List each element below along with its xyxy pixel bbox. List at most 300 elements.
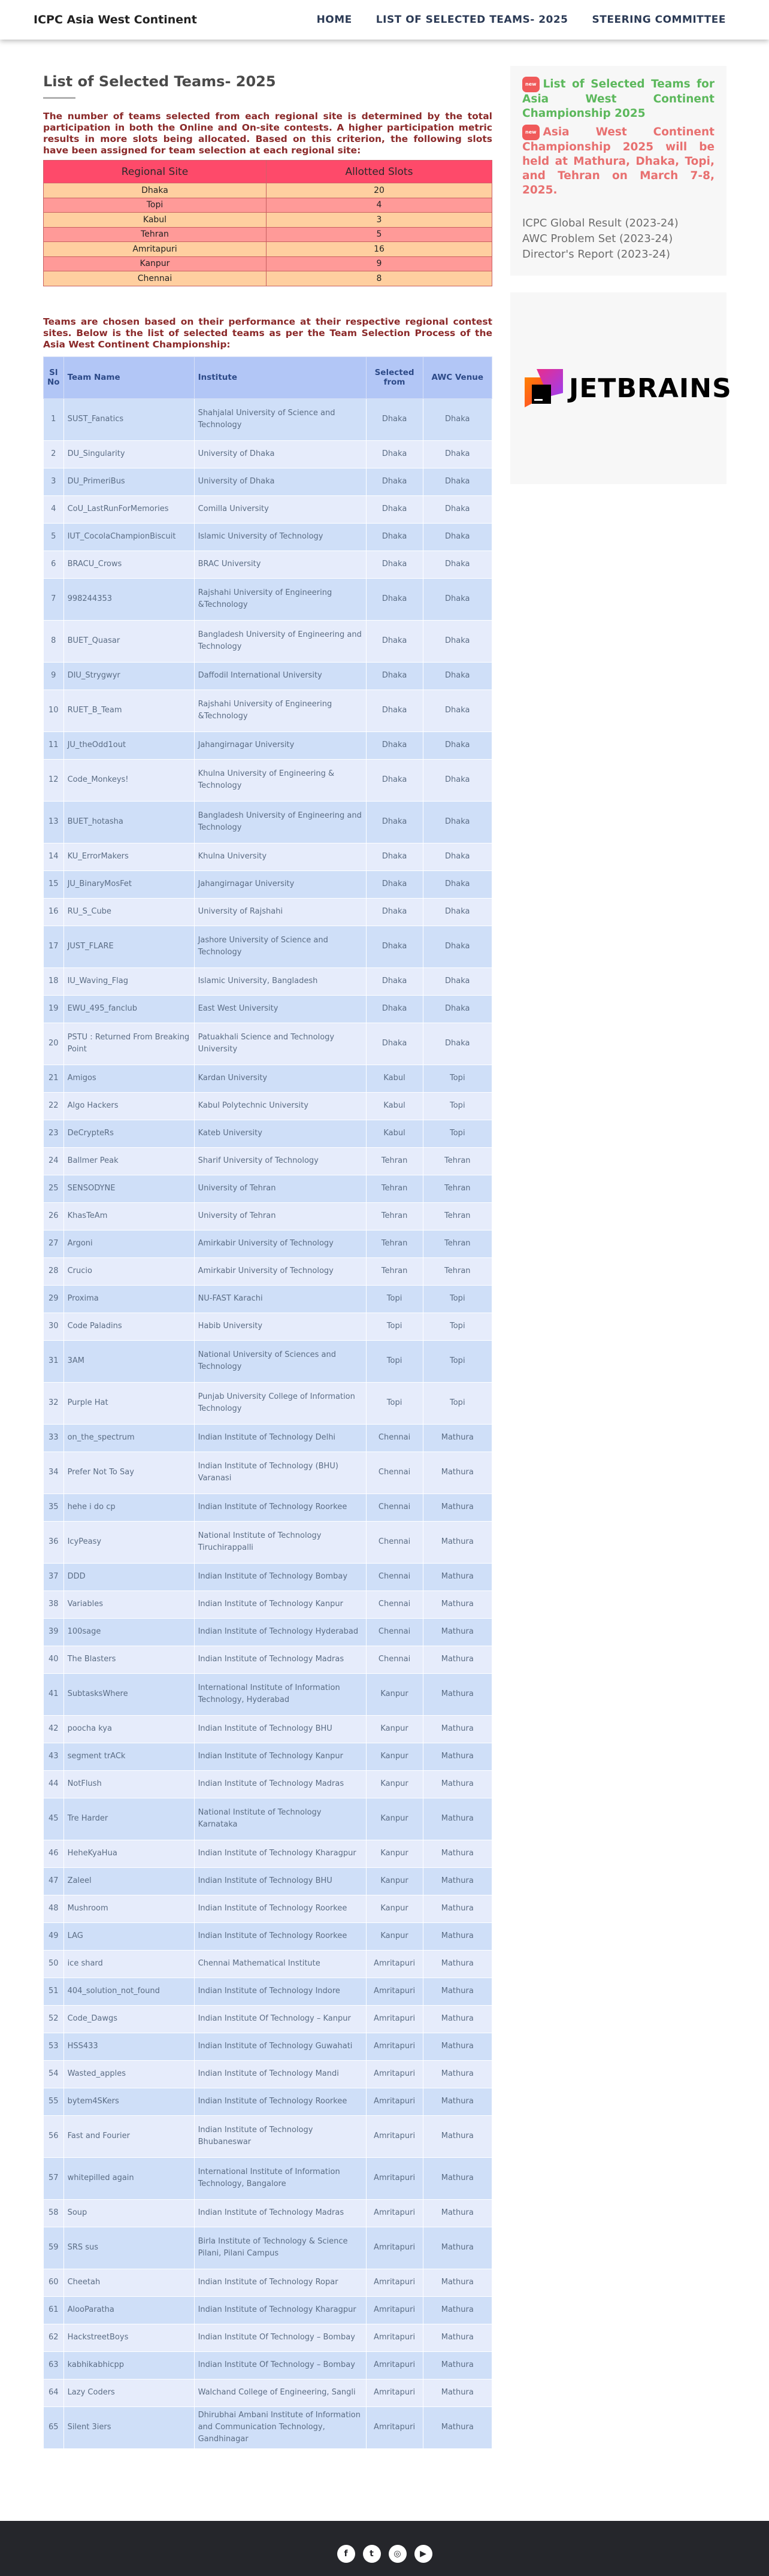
table-row — [44, 1770, 492, 1798]
team-selected-from-cell: Dhaka — [366, 898, 423, 926]
team-institute-cell: Walchand College of Engineering, Sangli — [194, 2379, 366, 2406]
team-institute-cell: Indian Institute of Technology Kanpur — [194, 1743, 366, 1770]
team-sl-cell: 52 — [44, 2005, 64, 2033]
team-venue-cell: Mathura — [423, 1591, 492, 1618]
team-institute-cell: Bangladesh University of Engineering and Technology — [194, 620, 366, 662]
site-header — [0, 0, 769, 40]
team-venue-cell: Mathura — [423, 1521, 492, 1563]
team-sl-cell: 19 — [44, 995, 64, 1023]
team-institute-cell: Indian Institute of Technology (BHU) Varanasi — [194, 1452, 366, 1493]
table-row — [44, 2296, 492, 2324]
team-selected-from-cell: Kabul — [366, 1092, 423, 1120]
team-venue-cell: Mathura — [423, 1424, 492, 1452]
content-container — [0, 40, 769, 2449]
team-institute-cell: International Institute of Information Technology, Bangalore — [194, 2157, 366, 2199]
table-row — [44, 523, 492, 551]
team-institute-cell: Indian Institute of Technology Madras — [194, 1646, 366, 1673]
team-selected-from-cell: Amritapuri — [366, 2157, 423, 2199]
team-sl-cell: 48 — [44, 1895, 64, 1922]
team-name-cell: Algo Hackers — [63, 1092, 194, 1120]
team-sl-cell: 26 — [44, 1202, 64, 1230]
team-sl-cell: 27 — [44, 1230, 64, 1257]
team-venue-cell: Mathura — [423, 1743, 492, 1770]
nav-selected-teams[interactable]: LIST OF SELECTED TEAMS- 2025 — [376, 14, 568, 26]
slots-count-cell: 20 — [266, 183, 492, 198]
team-name-cell: Ballmer Peak — [63, 1147, 194, 1175]
youtube-icon[interactable]: ▶ — [414, 2545, 432, 2563]
team-sl-cell: 9 — [44, 662, 64, 690]
team-name-cell: Silent 3iers — [63, 2406, 194, 2448]
table-row — [44, 843, 492, 870]
team-name-cell: The Blasters — [63, 1646, 194, 1673]
team-venue-cell: Dhaka — [423, 843, 492, 870]
team-institute-cell: Indian Institute of Technology Indore — [194, 1978, 366, 2005]
jetbrains-logo[interactable] — [525, 369, 732, 407]
team-name-cell: JU_BinaryMosFet — [63, 870, 194, 898]
team-selected-from-cell: Topi — [366, 1285, 423, 1313]
team-sl-cell: 31 — [44, 1340, 64, 1382]
table-row — [44, 1922, 492, 1950]
team-institute-cell: Indian Institute of Technology Mandi — [194, 2060, 366, 2088]
site-brand[interactable]: ICPC Asia West Continent — [34, 13, 197, 26]
team-selected-from-cell: Amritapuri — [366, 2269, 423, 2296]
team-selected-from-cell: Amritapuri — [366, 2379, 423, 2406]
team-institute-cell: Indian Institute of Technology Madras — [194, 1770, 366, 1798]
team-name-cell: Wasted_apples — [63, 2060, 194, 2088]
team-venue-cell: Mathura — [423, 2379, 492, 2406]
team-name-cell: Fast and Fourier — [63, 2115, 194, 2157]
table-row — [44, 1092, 492, 1120]
team-selected-from-cell: Kanpur — [366, 1840, 423, 1867]
news-box — [510, 66, 726, 276]
team-venue-cell: Mathura — [423, 1867, 492, 1895]
team-name-cell: Variables — [63, 1591, 194, 1618]
team-venue-cell: Mathura — [423, 1715, 492, 1743]
table-row — [44, 1950, 492, 1978]
team-venue-cell: Mathura — [423, 2406, 492, 2448]
team-sl-cell: 20 — [44, 1023, 64, 1065]
team-institute-cell: National Institute of Technology Tiruchirappalli — [194, 1521, 366, 1563]
title-underline — [43, 97, 75, 99]
table-row — [44, 2115, 492, 2157]
team-sl-cell: 53 — [44, 2033, 64, 2060]
slots-count-cell: 3 — [266, 213, 492, 228]
team-sl-cell: 44 — [44, 1770, 64, 1798]
team-institute-cell: Dhirubhai Ambani Institute of Information and Communication Technology, Gandhinagar — [194, 2406, 366, 2448]
team-institute-cell: Indian Institute of Technology BHU — [194, 1867, 366, 1895]
team-sl-cell: 57 — [44, 2157, 64, 2199]
team-selected-from-cell: Dhaka — [366, 523, 423, 551]
team-sl-cell: 58 — [44, 2199, 64, 2227]
team-venue-cell: Dhaka — [423, 898, 492, 926]
team-name-cell: Cheetah — [63, 2269, 194, 2296]
link-problem-set[interactable]: AWC Problem Set (2023-24) — [522, 232, 673, 245]
team-sl-cell: 24 — [44, 1147, 64, 1175]
team-venue-cell: Mathura — [423, 1978, 492, 2005]
table-row — [44, 620, 492, 662]
twitter-icon[interactable]: t — [363, 2545, 381, 2563]
slots-site-cell: Amritapuri — [44, 242, 267, 257]
team-sl-cell: 14 — [44, 843, 64, 870]
team-sl-cell: 36 — [44, 1521, 64, 1563]
slots-count-cell: 9 — [266, 256, 492, 271]
team-institute-cell: Jashore University of Science and Technology — [194, 926, 366, 967]
table-row — [44, 801, 492, 843]
team-selected-from-cell: Kabul — [366, 1120, 423, 1147]
teams-body — [44, 398, 492, 2448]
team-venue-cell: Tehran — [423, 1257, 492, 1285]
team-venue-cell: Tehran — [423, 1202, 492, 1230]
team-institute-cell: NU-FAST Karachi — [194, 1285, 366, 1313]
team-selected-from-cell: Amritapuri — [366, 2199, 423, 2227]
team-institute-cell: Patuakhali Science and Technology University — [194, 1023, 366, 1065]
team-venue-cell: Dhaka — [423, 731, 492, 759]
team-venue-cell: Mathura — [423, 1673, 492, 1715]
team-institute-cell: Indian Institute of Technology Roorkee — [194, 1493, 366, 1521]
team-selected-from-cell: Tehran — [366, 1257, 423, 1285]
slots-row — [44, 198, 492, 213]
team-venue-cell: Mathura — [423, 1646, 492, 1673]
team-selected-from-cell: Amritapuri — [366, 2060, 423, 2088]
team-name-cell: CoU_LastRunForMemories — [63, 495, 194, 523]
team-venue-cell: Dhaka — [423, 398, 492, 440]
team-selected-from-cell: Dhaka — [366, 995, 423, 1023]
team-institute-cell: Indian Institute of Technology Kanpur — [194, 1591, 366, 1618]
team-name-cell: IUT_CocolaChampionBiscuit — [63, 523, 194, 551]
team-selected-from-cell: Kanpur — [366, 1922, 423, 1950]
table-row — [44, 662, 492, 690]
team-selected-from-cell: Amritapuri — [366, 2033, 423, 2060]
team-venue-cell: Dhaka — [423, 551, 492, 578]
table-row — [44, 2324, 492, 2351]
table-row — [44, 2351, 492, 2379]
team-name-cell: bytem4SKers — [63, 2088, 194, 2115]
link-directors-report[interactable]: Director's Report (2023-24) — [522, 248, 670, 261]
slots-row — [44, 271, 492, 286]
team-selected-from-cell: Kanpur — [366, 1743, 423, 1770]
slots-row — [44, 256, 492, 271]
team-sl-cell: 30 — [44, 1313, 64, 1340]
team-sl-cell: 55 — [44, 2088, 64, 2115]
site-footer — [0, 2521, 769, 2576]
team-sl-cell: 45 — [44, 1798, 64, 1840]
team-venue-cell: Dhaka — [423, 926, 492, 967]
team-sl-cell: 47 — [44, 1867, 64, 1895]
team-selected-from-cell: Dhaka — [366, 440, 423, 468]
team-institute-cell: Islamic University, Bangladesh — [194, 967, 366, 995]
team-sl-cell: 3 — [44, 468, 64, 495]
table-row — [44, 2379, 492, 2406]
table-row — [44, 1895, 492, 1922]
team-sl-cell: 18 — [44, 967, 64, 995]
team-selected-from-cell: Chennai — [366, 1521, 423, 1563]
team-venue-cell: Topi — [423, 1285, 492, 1313]
table-row — [44, 1065, 492, 1092]
team-sl-cell: 7 — [44, 578, 64, 620]
team-name-cell: ice shard — [63, 1950, 194, 1978]
team-venue-cell: Mathura — [423, 1452, 492, 1493]
team-name-cell: KU_ErrorMakers — [63, 843, 194, 870]
team-venue-cell: Dhaka — [423, 440, 492, 468]
team-venue-cell: Mathura — [423, 2324, 492, 2351]
team-selected-from-cell: Amritapuri — [366, 2005, 423, 2033]
team-selected-from-cell: Dhaka — [366, 620, 423, 662]
slots-site-cell: Dhaka — [44, 183, 267, 198]
table-row — [44, 468, 492, 495]
team-institute-cell: Indian Institute of Technology Kharagpur — [194, 2296, 366, 2324]
table-row — [44, 926, 492, 967]
team-name-cell: BUET_Quasar — [63, 620, 194, 662]
team-name-cell: Soup — [63, 2199, 194, 2227]
team-sl-cell: 61 — [44, 2296, 64, 2324]
team-name-cell: Prefer Not To Say — [63, 1452, 194, 1493]
team-name-cell: SENSODYNE — [63, 1175, 194, 1202]
table-row — [44, 1563, 492, 1591]
team-name-cell: whitepilled again — [63, 2157, 194, 2199]
team-venue-cell: Dhaka — [423, 690, 492, 731]
team-sl-cell: 16 — [44, 898, 64, 926]
team-selected-from-cell: Amritapuri — [366, 2324, 423, 2351]
team-name-cell: DU_Singularity — [63, 440, 194, 468]
team-sl-cell: 6 — [44, 551, 64, 578]
team-sl-cell: 35 — [44, 1493, 64, 1521]
team-name-cell: AlooParatha — [63, 2296, 194, 2324]
team-selected-from-cell: Dhaka — [366, 468, 423, 495]
team-sl-cell: 5 — [44, 523, 64, 551]
nav-home[interactable]: HOME — [316, 14, 352, 26]
team-institute-cell: Indian Institute of Technology Bombay — [194, 1563, 366, 1591]
team-institute-cell: University of Rajshahi — [194, 898, 366, 926]
team-name-cell: EWU_495_fanclub — [63, 995, 194, 1023]
team-institute-cell: Islamic University of Technology — [194, 523, 366, 551]
team-venue-cell: Mathura — [423, 2157, 492, 2199]
team-name-cell: Purple Hat — [63, 1382, 194, 1424]
team-selected-from-cell: Topi — [366, 1340, 423, 1382]
team-sl-cell: 17 — [44, 926, 64, 967]
slots-count-cell: 8 — [266, 271, 492, 286]
team-institute-cell: Sharif University of Technology — [194, 1147, 366, 1175]
team-selected-from-cell: Dhaka — [366, 551, 423, 578]
team-sl-cell: 10 — [44, 690, 64, 731]
team-venue-cell: Mathura — [423, 1563, 492, 1591]
team-name-cell: on_the_spectrum — [63, 1424, 194, 1452]
team-selected-from-cell: Dhaka — [366, 690, 423, 731]
team-name-cell: RU_S_Cube — [63, 898, 194, 926]
team-institute-cell: Kateb University — [194, 1120, 366, 1147]
team-institute-cell: Indian Institute of Technology Madras — [194, 2199, 366, 2227]
slots-site-cell: Kabul — [44, 213, 267, 228]
table-row — [44, 2005, 492, 2033]
team-selected-from-cell: Amritapuri — [366, 2406, 423, 2448]
team-sl-cell: 41 — [44, 1673, 64, 1715]
team-sl-cell: 33 — [44, 1424, 64, 1452]
jetbrains-mark-icon — [525, 369, 563, 407]
table-row — [44, 690, 492, 731]
team-sl-cell: 43 — [44, 1743, 64, 1770]
table-row — [44, 1493, 492, 1521]
team-venue-cell: Topi — [423, 1120, 492, 1147]
team-venue-cell: Mathura — [423, 2296, 492, 2324]
main-nav — [317, 14, 726, 26]
team-name-cell: DU_PrimeriBus — [63, 468, 194, 495]
team-venue-cell: Tehran — [423, 1147, 492, 1175]
table-row — [44, 578, 492, 620]
table-row — [44, 2406, 492, 2448]
slots-count-cell: 4 — [266, 198, 492, 213]
team-selected-from-cell: Kanpur — [366, 1770, 423, 1798]
team-sl-cell: 46 — [44, 1840, 64, 1867]
team-name-cell: Amigos — [63, 1065, 194, 1092]
team-selected-from-cell: Amritapuri — [366, 1978, 423, 2005]
team-institute-cell: Khulna University of Engineering & Technology — [194, 759, 366, 801]
teams-header-institute: Institute — [194, 356, 366, 398]
team-sl-cell: 2 — [44, 440, 64, 468]
team-sl-cell: 28 — [44, 1257, 64, 1285]
team-institute-cell: Indian Institute of Technology Hyderabad — [194, 1618, 366, 1646]
team-venue-cell: Dhaka — [423, 967, 492, 995]
team-venue-cell: Topi — [423, 1340, 492, 1382]
team-name-cell: BUET_hotasha — [63, 801, 194, 843]
teams-header-venue: AWC Venue — [423, 356, 492, 398]
table-row — [44, 2227, 492, 2269]
table-row — [44, 2033, 492, 2060]
nav-steering-committee[interactable]: STEERING COMMITTEE — [592, 14, 726, 26]
team-name-cell: 100sage — [63, 1618, 194, 1646]
team-institute-cell: National Institute of Technology Karnataka — [194, 1798, 366, 1840]
slots-site-cell: Chennai — [44, 271, 267, 286]
team-sl-cell: 4 — [44, 495, 64, 523]
table-row — [44, 2157, 492, 2199]
slots-row — [44, 242, 492, 257]
team-name-cell: DDD — [63, 1563, 194, 1591]
team-selected-from-cell: Amritapuri — [366, 1950, 423, 1978]
slots-header-row — [44, 161, 492, 183]
team-name-cell: Argoni — [63, 1230, 194, 1257]
team-selected-from-cell: Dhaka — [366, 843, 423, 870]
team-venue-cell: Mathura — [423, 2088, 492, 2115]
team-sl-cell: 63 — [44, 2351, 64, 2379]
team-selected-from-cell: Tehran — [366, 1202, 423, 1230]
table-row — [44, 1202, 492, 1230]
team-sl-cell: 62 — [44, 2324, 64, 2351]
team-institute-cell: University of Tehran — [194, 1175, 366, 1202]
table-row — [44, 1175, 492, 1202]
team-sl-cell: 42 — [44, 1715, 64, 1743]
team-selected-from-cell: Kanpur — [366, 1798, 423, 1840]
slots-header-site: Regional Site — [44, 161, 267, 183]
team-institute-cell: Bangladesh University of Engineering and Technology — [194, 801, 366, 843]
team-venue-cell: Mathura — [423, 2005, 492, 2033]
table-row — [44, 551, 492, 578]
team-venue-cell: Mathura — [423, 2199, 492, 2227]
table-row — [44, 898, 492, 926]
table-row — [44, 1840, 492, 1867]
team-sl-cell: 54 — [44, 2060, 64, 2088]
team-selected-from-cell: Dhaka — [366, 731, 423, 759]
team-selected-from-cell: Amritapuri — [366, 2296, 423, 2324]
team-selected-from-cell: Dhaka — [366, 495, 423, 523]
team-name-cell: 3AM — [63, 1340, 194, 1382]
team-sl-cell: 49 — [44, 1922, 64, 1950]
team-name-cell: Code Paladins — [63, 1313, 194, 1340]
team-institute-cell: Indian Institute Of Technology – Bombay — [194, 2351, 366, 2379]
team-sl-cell: 59 — [44, 2227, 64, 2269]
team-name-cell: Tre Harder — [63, 1798, 194, 1840]
teams-header-team: Team Name — [63, 356, 194, 398]
table-row — [44, 1715, 492, 1743]
instagram-icon[interactable]: ◎ — [389, 2545, 407, 2563]
team-selected-from-cell: Dhaka — [366, 662, 423, 690]
slots-intro: The number of teams selected from each regional site is determined by the total participation in both the Online and On-site contests. A higher participation metric results in more slots being allocated. Based on this criterion, the following slots have been assigned for team selection at each regional site: — [43, 111, 492, 156]
facebook-icon[interactable]: f — [337, 2545, 355, 2563]
team-institute-cell: Birla Institute of Technology & Science Pilani, Pilani Campus — [194, 2227, 366, 2269]
slots-row — [44, 183, 492, 198]
page-title: List of Selected Teams- 2025 — [43, 73, 276, 90]
team-sl-cell: 12 — [44, 759, 64, 801]
team-venue-cell: Dhaka — [423, 662, 492, 690]
team-sl-cell: 37 — [44, 1563, 64, 1591]
team-institute-cell: BRAC University — [194, 551, 366, 578]
team-selected-from-cell: Dhaka — [366, 759, 423, 801]
team-venue-cell: Mathura — [423, 1493, 492, 1521]
table-row — [44, 1382, 492, 1424]
team-selected-from-cell: Kanpur — [366, 1673, 423, 1715]
team-name-cell: IcyPeasy — [63, 1521, 194, 1563]
table-row — [44, 1673, 492, 1715]
team-selected-from-cell: Dhaka — [366, 1023, 423, 1065]
table-row — [44, 1867, 492, 1895]
team-sl-cell: 34 — [44, 1452, 64, 1493]
team-selected-from-cell: Tehran — [366, 1175, 423, 1202]
team-institute-cell: University of Tehran — [194, 1202, 366, 1230]
teams-header-sl: Sl No — [44, 356, 64, 398]
team-name-cell: Mushroom — [63, 1895, 194, 1922]
team-name-cell: RUET_B_Team — [63, 690, 194, 731]
team-venue-cell: Dhaka — [423, 523, 492, 551]
table-row — [44, 731, 492, 759]
table-row — [44, 440, 492, 468]
table-row — [44, 495, 492, 523]
link-global-result[interactable]: ICPC Global Result (2023-24) — [522, 217, 679, 229]
team-institute-cell: Indian Institute of Technology Guwahati — [194, 2033, 366, 2060]
team-sl-cell: 51 — [44, 1978, 64, 2005]
team-selected-from-cell: Kanpur — [366, 1867, 423, 1895]
team-institute-cell: Indian Institute of Technology Bhubaneswar — [194, 2115, 366, 2157]
team-name-cell: Code_Monkeys! — [63, 759, 194, 801]
team-selected-from-cell: Chennai — [366, 1646, 423, 1673]
team-sl-cell: 21 — [44, 1065, 64, 1092]
table-row — [44, 1285, 492, 1313]
teams-header-selected-from: Selected from — [366, 356, 423, 398]
team-institute-cell: University of Dhaka — [194, 468, 366, 495]
team-venue-cell: Mathura — [423, 2115, 492, 2157]
team-venue-cell: Mathura — [423, 1618, 492, 1646]
table-row — [44, 1313, 492, 1340]
team-sl-cell: 13 — [44, 801, 64, 843]
team-venue-cell: Mathura — [423, 1770, 492, 1798]
team-selected-from-cell: Chennai — [366, 1591, 423, 1618]
table-row — [44, 2060, 492, 2088]
team-institute-cell: International Institute of Information Technology, Hyderabad — [194, 1673, 366, 1715]
table-row — [44, 1424, 492, 1452]
news-item-venue[interactable] — [522, 125, 714, 198]
team-venue-cell: Tehran — [423, 1230, 492, 1257]
team-venue-cell: Mathura — [423, 2060, 492, 2088]
team-selected-from-cell: Amritapuri — [366, 2227, 423, 2269]
team-selected-from-cell: Chennai — [366, 1563, 423, 1591]
team-institute-cell: Jahangirnagar University — [194, 870, 366, 898]
news-item-selected-teams[interactable] — [522, 77, 714, 121]
